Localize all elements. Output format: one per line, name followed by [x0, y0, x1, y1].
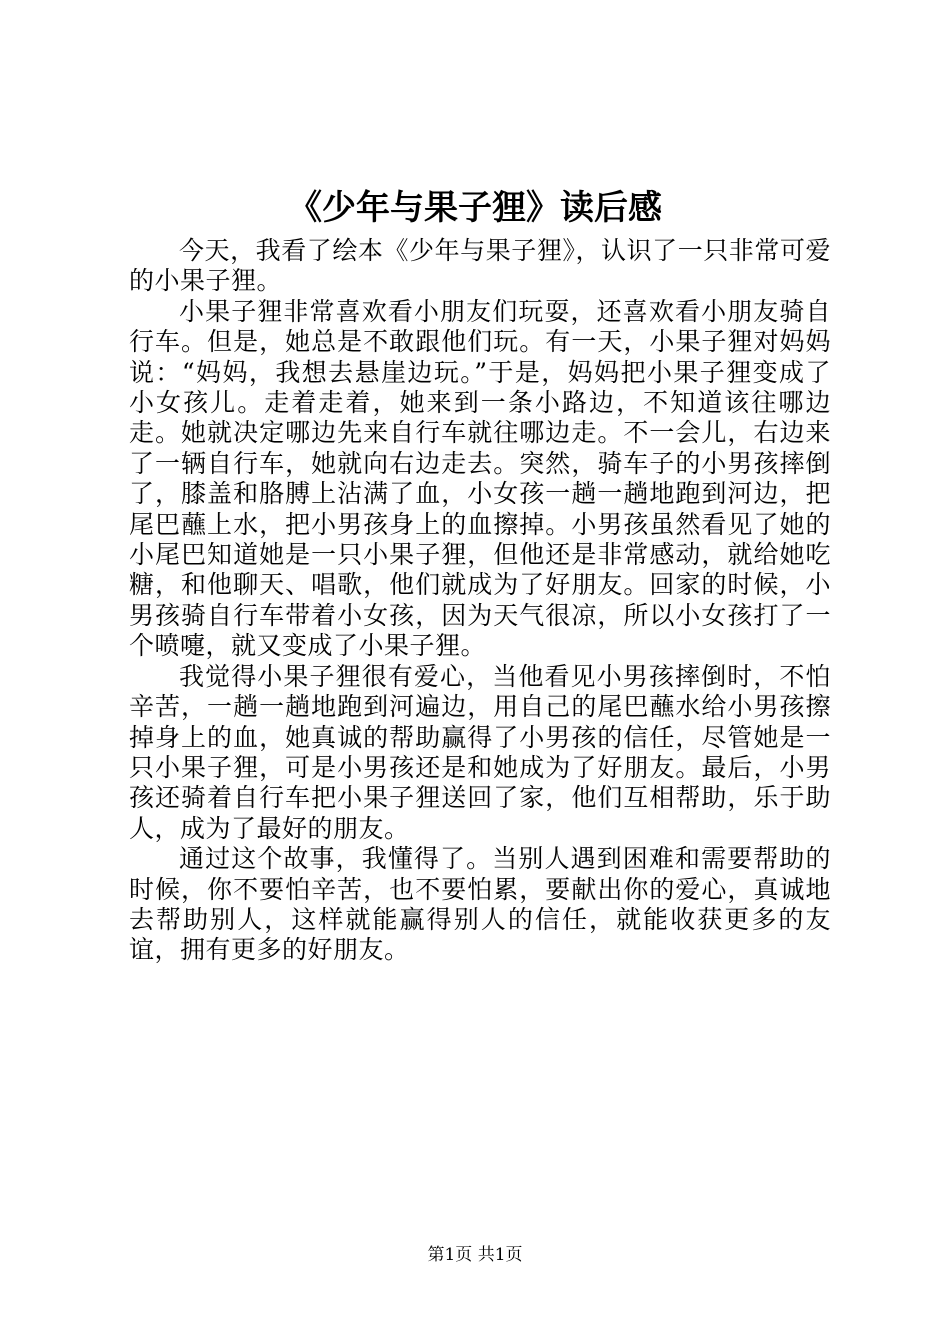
paragraph-1: 今天，我看了绘本《少年与果子狸》，认识了一只非常可爱的小果子狸。 — [129, 236, 831, 296]
paragraph-3: 我觉得小果子狸很有爱心，当他看见小男孩摔倒时，不怕辛苦，一趟一趟地跑到河遍边，用自己的尾巴蘸水给小男孩擦掉身上的血，她真诚的帮助赢得了小男孩的信任，尽管她是一只小果子狸，可是小男孩还是和她成为了好朋友。最后，小男孩还骑着自行车把小果子狸送回了家，他们互相帮助，乐于助人，成为了最好的朋友。 — [129, 661, 831, 843]
document-body — [129, 236, 831, 966]
page-number-footer: 第1页 共1页 — [427, 1245, 523, 1265]
document-title: 《少年与果子狸》读后感 — [288, 188, 662, 228]
paragraph-2: 小果子狸非常喜欢看小朋友们玩耍，还喜欢看小朋友骑自行车。但是，她总是不敢跟他们玩。有一天，小果子狸对妈妈说：“妈妈，我想去悬崖边玩。”于是，妈妈把小果子狸变成了小女孩儿。走着走着，她来到一条小路边，不知道该往哪边走。她就决定哪边先来自行车就往哪边走。不一会儿，右边来了一辆自行车，她就向右边走去。突然，骑车子的小男孩摔倒了，膝盖和胳膊上沾满了血，小女孩一趟一趟地跑到河边，把尾巴蘸上水，把小男孩身上的血擦掉。小男孩虽然看见了她的小尾巴知道她是一只小果子狸，但他还是非常感动，就给她吃糖，和他聊天、唱歌，他们就成为了好朋友。回家的时候，小男孩骑自行车带着小女孩，因为天气很凉，所以小女孩打了一个喷嚏，就又变成了小果子狸。 — [129, 296, 831, 661]
paragraph-4: 通过这个故事，我懂得了。当别人遇到困难和需要帮助的时候，你不要怕辛苦，也不要怕累，要献出你的爱心，真诚地去帮助别人，这样就能赢得别人的信任，就能收获更多的友谊，拥有更多的好朋友。 — [129, 844, 831, 965]
